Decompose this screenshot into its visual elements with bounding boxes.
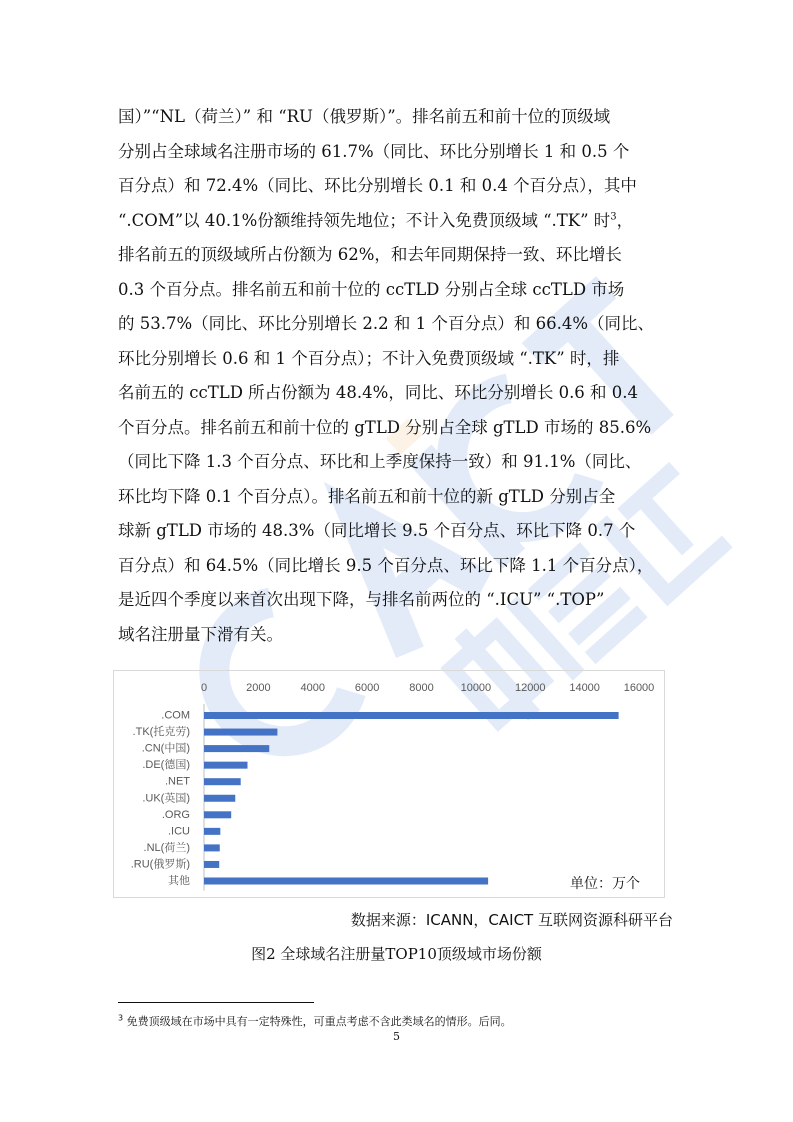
bar <box>204 878 488 885</box>
bar <box>204 861 219 868</box>
paragraph-line: 域名注册量下滑有关。 <box>118 624 283 644</box>
category-label: .DE(德国) <box>142 759 190 772</box>
paragraph-line: 环比分别增长 0.6 和 1 个百分点）；不计入免费顶级域 “.TK” 时，排 <box>118 348 620 368</box>
paragraph-line: 是近四个季度以来首次出现下降，与排名前两位的 “.ICU” “.TOP” <box>118 590 605 609</box>
x-tick-label: 10000 <box>460 682 492 694</box>
figure-caption: 图2 全球域名注册量TOP10顶级域市场份额 <box>251 945 542 963</box>
chart-unit-label: 单位：万个 <box>570 876 640 892</box>
bar <box>204 844 220 851</box>
x-tick-label: 14000 <box>569 682 600 694</box>
paragraph-line: 分别占全球域名注册市场的 61.7%（同比、环比分别增长 1 和 0.5 个 <box>118 141 630 161</box>
data-source: 数据来源：ICANN，CAICT 互联网资源科研平台 <box>350 911 673 929</box>
bar <box>204 828 220 835</box>
paragraph-line: 环比均下降 0.1 个百分点）。排名前五和前十位的新 gTLD 分别占全 <box>118 486 616 506</box>
footnote-divider <box>118 1002 314 1003</box>
body-paragraph <box>118 100 678 652</box>
footnote-text: 免费顶级域在市场中具有一定特殊性，可重点考虑不含此类域名的情形。后同。 <box>123 1015 512 1028</box>
x-tick-label: 8000 <box>409 682 434 694</box>
paragraph-line-with-footnote <box>118 204 678 239</box>
paragraph-line: 0.3 个百分点。排名前五和前十位的 ccTLD 分别占全球 ccTLD 市场 <box>118 279 625 299</box>
bar <box>204 778 241 785</box>
bar <box>204 811 231 818</box>
paragraph-line: 排名前五的顶级域所占份额为 62%，和去年同期保持一致、环比增长 <box>118 245 622 264</box>
paragraph-line: 百分点）和 64.5%（同比增长 9.5 个百分点、环比下降 1.1 个百分点）， <box>118 555 654 575</box>
bar <box>204 745 269 752</box>
paragraph-line: （同比下降 1.3 个百分点、环比和上季度保持一致）和 91.1%（同比、 <box>118 452 642 471</box>
bar-chart-canvas <box>114 671 666 899</box>
paragraph-line: 个百分点。排名前五和前十位的 gTLD 分别占全球 gTLD 市场的 85.6% <box>118 417 652 437</box>
category-label: .UK(英国) <box>142 792 190 805</box>
category-label: .COM <box>161 709 190 722</box>
x-tick-label: 2000 <box>246 682 271 694</box>
footnote-ref-suffix: ， <box>616 210 634 230</box>
x-tick-label: 12000 <box>514 682 546 694</box>
category-label: .ORG <box>161 808 190 821</box>
category-label: .NET <box>164 775 190 788</box>
category-label: .ICU <box>168 825 190 838</box>
bar <box>204 795 235 802</box>
paragraph-line: 的 53.7%（同比、环比分别增长 2.2 和 1 个百分点）和 66.4%（同比、 <box>118 314 655 333</box>
paragraph-line-text: “.COM”以 40.1%份额维持领先地位；不计入免费顶级域 “.TK” 时 <box>118 210 611 230</box>
paragraph-line: 百分点）和 72.4%（同比、环比分别增长 0.1 和 0.4 个百分点），其中 <box>118 176 637 195</box>
bar <box>204 762 248 769</box>
x-tick-label: 6000 <box>354 682 380 694</box>
category-label: 其他 <box>168 875 190 887</box>
x-tick-label: 4000 <box>300 682 325 694</box>
x-tick-label: 0 <box>200 682 208 694</box>
footnote <box>118 1013 512 1029</box>
category-label: .TK(托克劳) <box>132 726 190 739</box>
paragraph-line: 名前五的 ccTLD 所占份额为 48.4%，同比、环比分别增长 0.6 和 0.4 <box>118 383 639 402</box>
category-label: .NL(荷兰) <box>143 841 190 854</box>
page-number: 5 <box>393 1030 400 1043</box>
paragraph-line: 球新 gTLD 市场的 48.3%（同比增长 9.5 个百分点、环比下降 0.7 个 <box>118 521 636 540</box>
bar <box>204 712 619 719</box>
category-label: .RU(俄罗斯) <box>130 858 190 871</box>
bar <box>204 729 277 736</box>
category-label: .CN(中国) <box>141 742 190 755</box>
footnote-number: 3 <box>118 1013 124 1023</box>
tld-bar-chart <box>113 670 665 898</box>
footnote-reference[interactable]: 3 <box>610 211 617 222</box>
paragraph-line: 国）”“NL（荷兰）” 和 “RU（俄罗斯）”。排名前五和前十位的顶级域 <box>118 107 611 126</box>
x-tick-label: 16000 <box>623 682 655 694</box>
